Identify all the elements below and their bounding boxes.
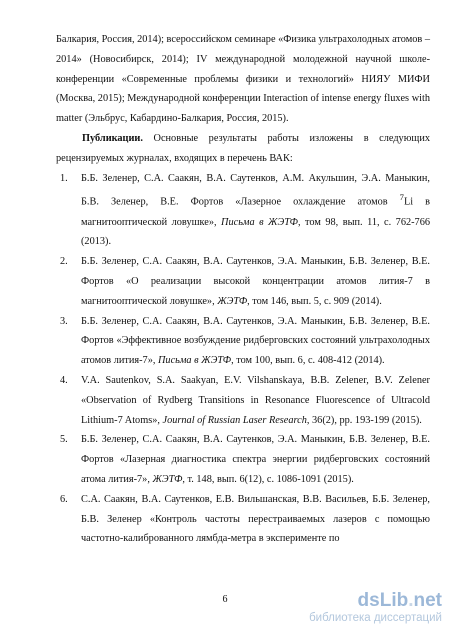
reference-number: 1. — [60, 172, 68, 184]
document-body — [56, 30, 430, 549]
reference-item: 2. Б.Б. Зеленер, С.А. Саакян, В.А. Саутенков, Э.А. Маныкин, Б.В. Зеленер, В.Е. Фортов «О реализации высокой концентрации атомов лития-7 в магнитооптической ловушке», ЖЭТФ, том 146, вып. 5, с. 909 (2014). — [56, 252, 430, 311]
journal-name: ЖЭТФ — [217, 295, 248, 307]
watermark-logo: dsLib.net — [357, 590, 442, 611]
reference-item: 3. Б.Б. Зеленер, С.А. Саакян, В.А. Саутенков, Э.А. Маныкин, Б.В. Зеленер, В.Е. Фортов «Эффективное возбуждение ридберговских состояний ультрахолодных атомов лития-7», Письма в ЖЭТФ, том 100, вып. 6, с. 408-412 (2014). — [56, 312, 430, 371]
isotope-superscript: 7 — [399, 192, 404, 203]
reference-item: 5. Б.Б. Зеленер, С.А. Саакян, В.А. Саутенков, Э.А. Маныкин, Б.В. Зеленер, В.Е. Фортов «Лазерная диагностика спектра энергии ридберговских состояний атома лития-7», ЖЭТФ, т. 148, вып. 6(12), с. 1086-1091 (2015). — [56, 430, 430, 489]
publications-text: Основные результаты работы изложены в следующих рецензируемых журналах, входящих в перечень ВАК: — [56, 132, 430, 164]
reference-item: 4. V.A. Sautenkov, S.A. Saakyan, E.V. Vilshanskaya, B.B. Zelener, B.V. Zelener «Observation of Rydberg Transitions in Resonance Fluorescence of Ultracold Lithium-7 Atoms», Journal of Russian Laser Research, 36(2), pp. 193-199 (2015). — [56, 371, 430, 430]
reference-item: 6. С.А. Саакян, В.А. Саутенков, Е.В. Вильшанская, В.В. Васильев, Б.Б. Зеленер, Б.В. Зеленер «Контроль частоты перестраиваемых лазеров с помощью частотно-калиброванного лямбда-метра в эксперименте по — [56, 490, 430, 549]
reference-number: 4. — [60, 374, 68, 386]
reference-number: 3. — [60, 315, 68, 327]
intro-paragraph: Балкария, Россия, 2014); всероссийском семинаре «Физика ультрахолодных атомов – 2014» (Новосибирск, 2014); IV международной молодежной научной школе-конференции «Современные проблемы физики и технологий» НИЯУ МИФИ (Москва, 2015); Международной конференции Interaction of intense energy fluxes with matter (Эльбрус, Кабардино-Балкария, Россия, 2015). — [56, 34, 430, 125]
reference-list — [56, 169, 430, 550]
journal-name: Письма в ЖЭТФ — [221, 216, 298, 228]
page-number: 6 — [222, 594, 228, 605]
reference-number: 6. — [60, 493, 68, 505]
publications-paragraph — [56, 129, 430, 169]
reference-number: 5. — [60, 434, 68, 446]
watermark-subtitle: библиотека диссертаций — [309, 612, 442, 624]
journal-name: Journal of Russian Laser Research — [162, 414, 307, 426]
journal-name: ЖЭТФ — [152, 473, 183, 485]
publications-heading: Публикации. — [82, 132, 143, 144]
reference-number: 2. — [60, 256, 68, 268]
journal-name: Письма в ЖЭТФ — [158, 355, 232, 367]
dslib-watermark — [309, 591, 442, 625]
reference-item: 1. Б.Б. Зеленер, С.А. Саакян, В.А. Саутенков, А.М. Акульшин, Э.А. Маныкин, Б.В. Зеленер, В.Е. Фортов «Лазерное охлаждение атомов $^7$Li в магнитооптической ловушке», Письма в ЖЭТФ, том 98, вып. 11, с. 762-766 (2013). — [56, 169, 430, 253]
